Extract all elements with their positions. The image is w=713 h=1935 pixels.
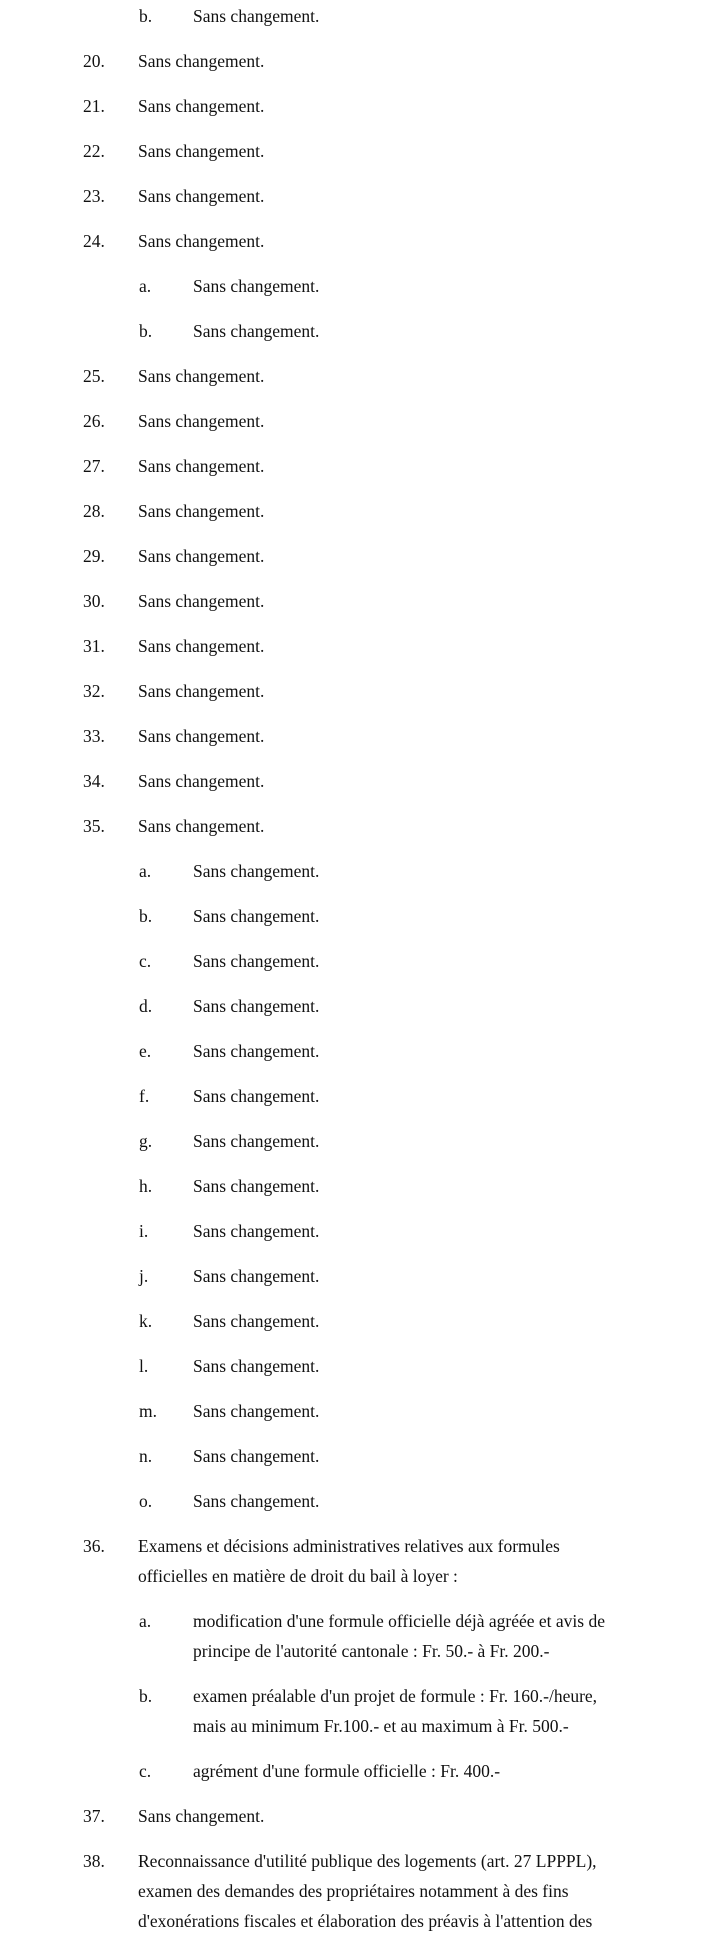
item-number: n. — [139, 1446, 153, 1466]
item-text: d'exonérations fiscales et élaboration des préavis à l'attention des — [138, 1911, 593, 1931]
item-number: 25. — [83, 366, 105, 386]
item-number: 34. — [83, 771, 105, 791]
item-number: c. — [139, 951, 152, 971]
item-text: Sans changement. — [193, 996, 320, 1016]
item-text: Sans changement. — [138, 411, 265, 431]
item-text: Sans changement. — [138, 771, 265, 791]
item-text: Sans changement. — [138, 591, 265, 611]
item-number: b. — [139, 1686, 153, 1706]
item-text: Sans changement. — [138, 231, 265, 251]
item-number: 23. — [83, 186, 105, 206]
item-number: 28. — [83, 501, 105, 521]
item-number: e. — [139, 1041, 152, 1061]
item-number: 33. — [83, 726, 105, 746]
item-number: 37. — [83, 1806, 105, 1826]
item-text: examen des demandes des propriétaires notamment à des fins — [138, 1881, 569, 1901]
item-number: a. — [139, 861, 152, 881]
item-number: 26. — [83, 411, 105, 431]
item-number: 24. — [83, 231, 105, 251]
item-text: Sans changement. — [193, 906, 320, 926]
item-text: Sans changement. — [193, 1086, 320, 1106]
item-text: Sans changement. — [138, 366, 265, 386]
item-text: Sans changement. — [138, 636, 265, 656]
item-number: 30. — [83, 591, 105, 611]
item-number: g. — [139, 1131, 153, 1151]
item-number: f. — [139, 1086, 150, 1106]
item-text: mais au minimum Fr.100.- et au maximum à Fr. 500.- — [193, 1716, 569, 1736]
item-number: 22. — [83, 141, 105, 161]
item-number: o. — [139, 1491, 153, 1511]
item-text: Sans changement. — [138, 96, 265, 116]
item-number: 21. — [83, 96, 105, 116]
item-number: c. — [139, 1761, 152, 1781]
item-text: Sans changement. — [193, 1446, 320, 1466]
item-text: Sans changement. — [193, 1221, 320, 1241]
item-text: Sans changement. — [193, 951, 320, 971]
item-text: Reconnaissance d'utilité publique des logements (art. 27 LPPPL), — [138, 1851, 597, 1871]
item-text: Sans changement. — [138, 1806, 265, 1826]
item-text: Sans changement. — [193, 6, 320, 26]
item-number: 38. — [83, 1851, 105, 1871]
item-number: h. — [139, 1176, 153, 1196]
item-number: d. — [139, 996, 153, 1016]
item-text: Sans changement. — [193, 276, 320, 296]
item-text: Sans changement. — [193, 1311, 320, 1331]
item-number: b. — [139, 906, 153, 926]
item-text: Sans changement. — [193, 1491, 320, 1511]
item-text: Sans changement. — [193, 1356, 320, 1376]
item-text: Sans changement. — [138, 546, 265, 566]
item-number: b. — [139, 321, 153, 341]
item-text: Examens et décisions administratives relatives aux formules — [138, 1536, 560, 1556]
item-text: Sans changement. — [138, 501, 265, 521]
item-text: Sans changement. — [138, 726, 265, 746]
item-text: agrément d'une formule officielle : Fr. 400.- — [193, 1761, 501, 1781]
item-text: Sans changement. — [193, 861, 320, 881]
item-text: Sans changement. — [138, 681, 265, 701]
item-number: 27. — [83, 456, 105, 476]
item-number: l. — [139, 1356, 149, 1376]
item-number: 35. — [83, 816, 105, 836]
item-number: b. — [139, 6, 153, 26]
item-text: Sans changement. — [138, 141, 265, 161]
item-text: Sans changement. — [138, 51, 265, 71]
item-text: examen préalable d'un projet de formule : Fr. 160.-/heure, — [193, 1686, 598, 1706]
item-text: Sans changement. — [193, 1401, 320, 1421]
item-text: Sans changement. — [138, 816, 265, 836]
item-text: Sans changement. — [193, 1041, 320, 1061]
item-text: Sans changement. — [193, 321, 320, 341]
item-text: Sans changement. — [138, 456, 265, 476]
item-number: 31. — [83, 636, 105, 656]
item-text: Sans changement. — [193, 1131, 320, 1151]
item-number: 36. — [83, 1536, 105, 1556]
item-number: 29. — [83, 546, 105, 566]
item-number: m. — [139, 1401, 157, 1421]
item-text: Sans changement. — [193, 1266, 320, 1286]
item-number: i. — [139, 1221, 149, 1241]
item-number: a. — [139, 276, 152, 296]
item-number: 20. — [83, 51, 105, 71]
item-text: modification d'une formule officielle déjà agréée et avis de — [193, 1611, 605, 1631]
item-text: principe de l'autorité cantonale : Fr. 50.- à Fr. 200.- — [193, 1641, 550, 1661]
item-text: Sans changement. — [193, 1176, 320, 1196]
item-text: Sans changement. — [138, 186, 265, 206]
item-number: j. — [139, 1266, 149, 1286]
item-text: officielles en matière de droit du bail à loyer : — [138, 1566, 458, 1586]
item-number: k. — [139, 1311, 153, 1331]
item-number: a. — [139, 1611, 152, 1631]
item-number: 32. — [83, 681, 105, 701]
